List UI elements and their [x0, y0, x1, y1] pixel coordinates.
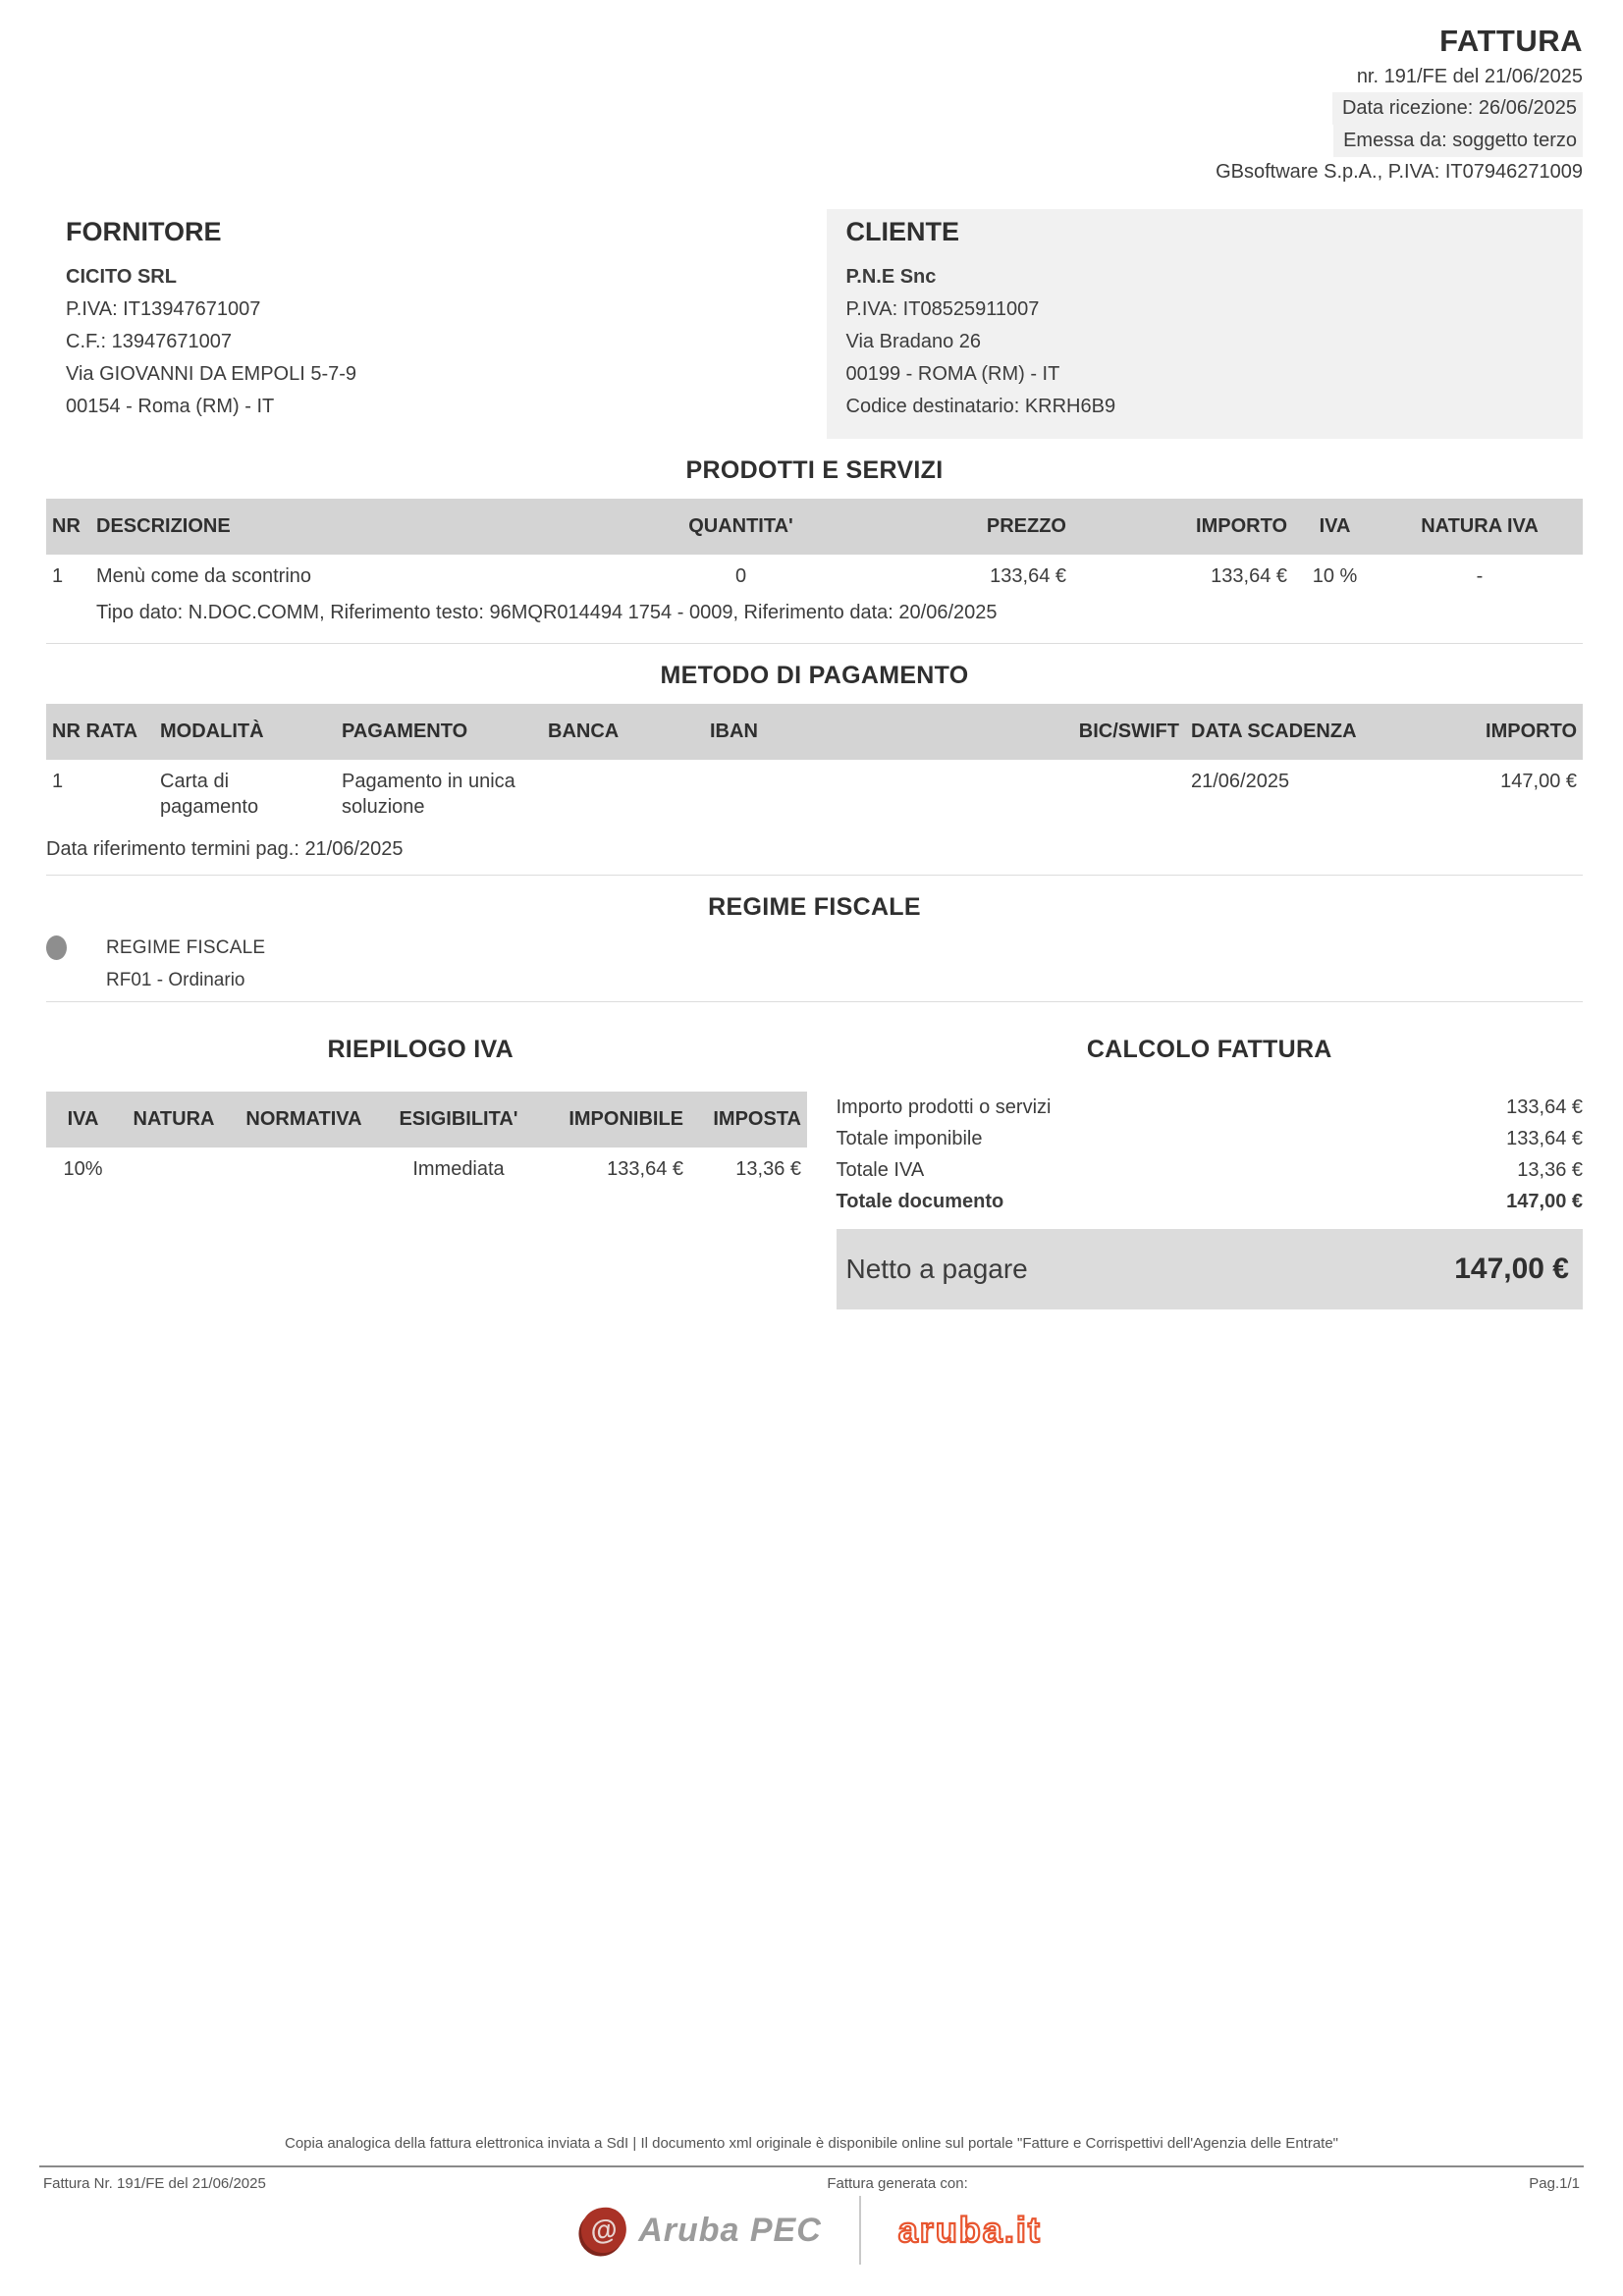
net-due-value: 147,00 €	[1454, 1253, 1569, 1285]
payment-bic-swift	[1038, 760, 1185, 828]
supplier-name: CICITO SRL	[66, 266, 177, 288]
fiscal-regime-label: REGIME FISCALE	[106, 936, 266, 958]
calc-row-products	[837, 1092, 1584, 1123]
calc-value: 147,00 €	[1506, 1191, 1583, 1212]
legal-disclaimer: Copia analogica della fattura elettronica inviata a SdI | Il documento xml originale è disponibile online sul portale "Fatture e Corrispettivi dell'Agenzia delle Entrate"	[284, 2135, 1338, 2152]
parties-section	[46, 209, 1583, 439]
section-divider	[46, 643, 1583, 644]
vat-summary-table	[46, 1092, 807, 1191]
payment-data-scadenza: 21/06/2025	[1191, 771, 1290, 792]
payment-header-row	[46, 704, 1583, 760]
col-modalita: MODALITÀ	[154, 704, 336, 760]
payment-pagamento: Pagamento in unica soluzione	[342, 771, 515, 818]
payment-modalita: Carta di pagamento	[160, 771, 259, 818]
col-iban: IBAN	[704, 704, 1038, 760]
calc-value: 13,36 €	[1517, 1159, 1583, 1181]
col-imposta: IMPOSTA	[689, 1092, 807, 1148]
col-normativa: NORMATIVA	[228, 1092, 380, 1148]
aruba-pec-logo	[581, 2208, 822, 2253]
col-pagamento: PAGAMENTO	[336, 704, 542, 760]
footer-divider	[39, 2165, 1584, 2167]
totals-section	[46, 1018, 1583, 1309]
bullet-icon	[46, 935, 67, 960]
payment-banca	[542, 760, 704, 828]
calc-value: 133,64 €	[1506, 1096, 1583, 1118]
vat-normativa	[228, 1148, 380, 1191]
fiscal-regime-section-title: REGIME FISCALE	[708, 893, 921, 921]
vat-natura	[120, 1148, 228, 1191]
col-quantita: QUANTITA'	[665, 499, 817, 555]
products-section-title: PRODOTTI E SERVIZI	[685, 456, 944, 484]
vat-summary-title: RIEPILOGO IVA	[327, 1036, 514, 1063]
customer-destination-code: Codice destinatario: KRRH6B9	[845, 396, 1116, 417]
payment-nr-rata: 1	[52, 771, 64, 792]
product-row	[46, 555, 1583, 598]
payment-iban	[704, 760, 1038, 828]
supplier-title: FORNITORE	[66, 217, 222, 246]
vat-rate: 10%	[63, 1158, 103, 1180]
calc-row-taxable	[837, 1123, 1584, 1154]
net-due-band	[837, 1229, 1584, 1309]
product-vat: 10 %	[1312, 565, 1358, 587]
product-description: Menù come da scontrino	[96, 565, 312, 587]
invoice-number-line: nr. 191/FE del 21/06/2025	[1356, 66, 1583, 87]
footer-logos	[0, 2196, 1623, 2265]
customer-vat: P.IVA: IT08525911007	[845, 298, 1040, 320]
invoice-calc-block	[815, 1018, 1584, 1309]
issued-by-line: Emessa da: soggetto terzo	[1333, 125, 1583, 157]
invoice-header	[46, 26, 1583, 187]
footer-page-number: Pag.1/1	[1529, 2175, 1580, 2192]
vat-imponibile: 133,64 €	[607, 1158, 683, 1180]
calc-label: Totale documento	[836, 1191, 1004, 1212]
section-divider	[46, 1001, 1583, 1002]
col-bic-swift: BIC/SWIFT	[1038, 704, 1185, 760]
col-prezzo: PREZZO	[817, 499, 1072, 555]
col-nr: NR	[46, 499, 90, 555]
supplier-fiscal-code: C.F.: 13947671007	[66, 331, 233, 352]
calc-label: Importo prodotti o servizi	[836, 1096, 1052, 1118]
products-table	[46, 499, 1583, 637]
software-line: GBsoftware S.p.A., P.IVA: IT07946271009	[1216, 161, 1583, 183]
logo-divider	[859, 2196, 861, 2265]
vat-imposta: 13,36 €	[735, 1158, 801, 1180]
calc-row-total	[837, 1186, 1584, 1217]
footer-generated-with: Fattura generata con:	[827, 2175, 968, 2192]
calc-value: 133,64 €	[1506, 1128, 1583, 1149]
payment-table	[46, 704, 1583, 828]
customer-block	[827, 209, 1584, 439]
product-price: 133,64 €	[990, 565, 1066, 587]
product-quantity: 0	[734, 565, 747, 587]
product-note: Tipo dato: N.DOC.COMM, Riferimento testo: 96MQR014494 1754 - 0009, Riferimento data: 20/06/2025	[96, 602, 998, 623]
vat-summary-row	[46, 1148, 807, 1191]
calc-label: Totale IVA	[836, 1159, 925, 1181]
col-iva-rate: IVA	[46, 1092, 120, 1148]
customer-title: CLIENTE	[845, 217, 960, 246]
product-note-row	[46, 598, 1583, 637]
aruba-pec-logo-text: Aruba PEC	[638, 2211, 822, 2249]
section-divider	[46, 875, 1583, 876]
product-nr: 1	[52, 565, 64, 587]
supplier-address: Via GIOVANNI DA EMPOLI 5-7-9	[66, 363, 357, 385]
products-header-row	[46, 499, 1583, 555]
customer-address: Via Bradano 26	[845, 331, 982, 352]
product-vat-nature: -	[1476, 565, 1484, 587]
page-footer	[0, 2135, 1623, 2296]
col-natura: NATURA	[120, 1092, 228, 1148]
col-natura-iva: NATURA IVA	[1377, 499, 1583, 555]
col-importo: IMPORTO	[1072, 499, 1293, 555]
product-amount: 133,64 €	[1211, 565, 1287, 587]
aruba-it-logo-text: aruba.it	[897, 2210, 1042, 2250]
net-due-label: Netto a pagare	[845, 1254, 1028, 1284]
payment-terms-note: Data riferimento termini pag.: 21/06/2025	[46, 838, 404, 860]
calc-row-vat	[837, 1154, 1584, 1186]
vat-esigibilita: Immediata	[412, 1158, 505, 1180]
calc-label: Totale imponibile	[836, 1128, 983, 1149]
fiscal-regime-block	[46, 935, 1583, 991]
col-esigibilita: ESIGIBILITA'	[380, 1092, 537, 1148]
col-importo-pagamento: IMPORTO	[1381, 704, 1583, 760]
vat-summary-block	[46, 1018, 815, 1309]
supplier-block	[46, 209, 815, 439]
page-title: FATTURA	[1439, 24, 1583, 58]
payment-section-title: METODO DI PAGAMENTO	[660, 662, 969, 689]
col-data-scadenza: DATA SCADENZA	[1185, 704, 1381, 760]
col-imponibile: IMPONIBILE	[537, 1092, 689, 1148]
wax-seal-at-icon: @	[578, 2205, 629, 2256]
customer-name: P.N.E Snc	[845, 266, 937, 288]
payment-importo: 147,00 €	[1500, 771, 1577, 792]
footer-invoice-ref: Fattura Nr. 191/FE del 21/06/2025	[43, 2175, 266, 2192]
invoice-calc-title: CALCOLO FATTURA	[1086, 1036, 1332, 1063]
col-nr-rata: NR RATA	[46, 704, 154, 760]
supplier-vat: P.IVA: IT13947671007	[66, 298, 261, 320]
reception-date-line: Data ricezione: 26/06/2025	[1332, 92, 1583, 125]
supplier-city: 00154 - Roma (RM) - IT	[66, 396, 275, 417]
col-descrizione: DESCRIZIONE	[90, 499, 665, 555]
vat-summary-header-row	[46, 1092, 807, 1148]
col-banca: BANCA	[542, 704, 704, 760]
fiscal-regime-value: RF01 - Ordinario	[106, 970, 245, 990]
customer-city: 00199 - ROMA (RM) - IT	[845, 363, 1060, 385]
payment-row	[46, 760, 1583, 828]
col-iva: IVA	[1293, 499, 1377, 555]
